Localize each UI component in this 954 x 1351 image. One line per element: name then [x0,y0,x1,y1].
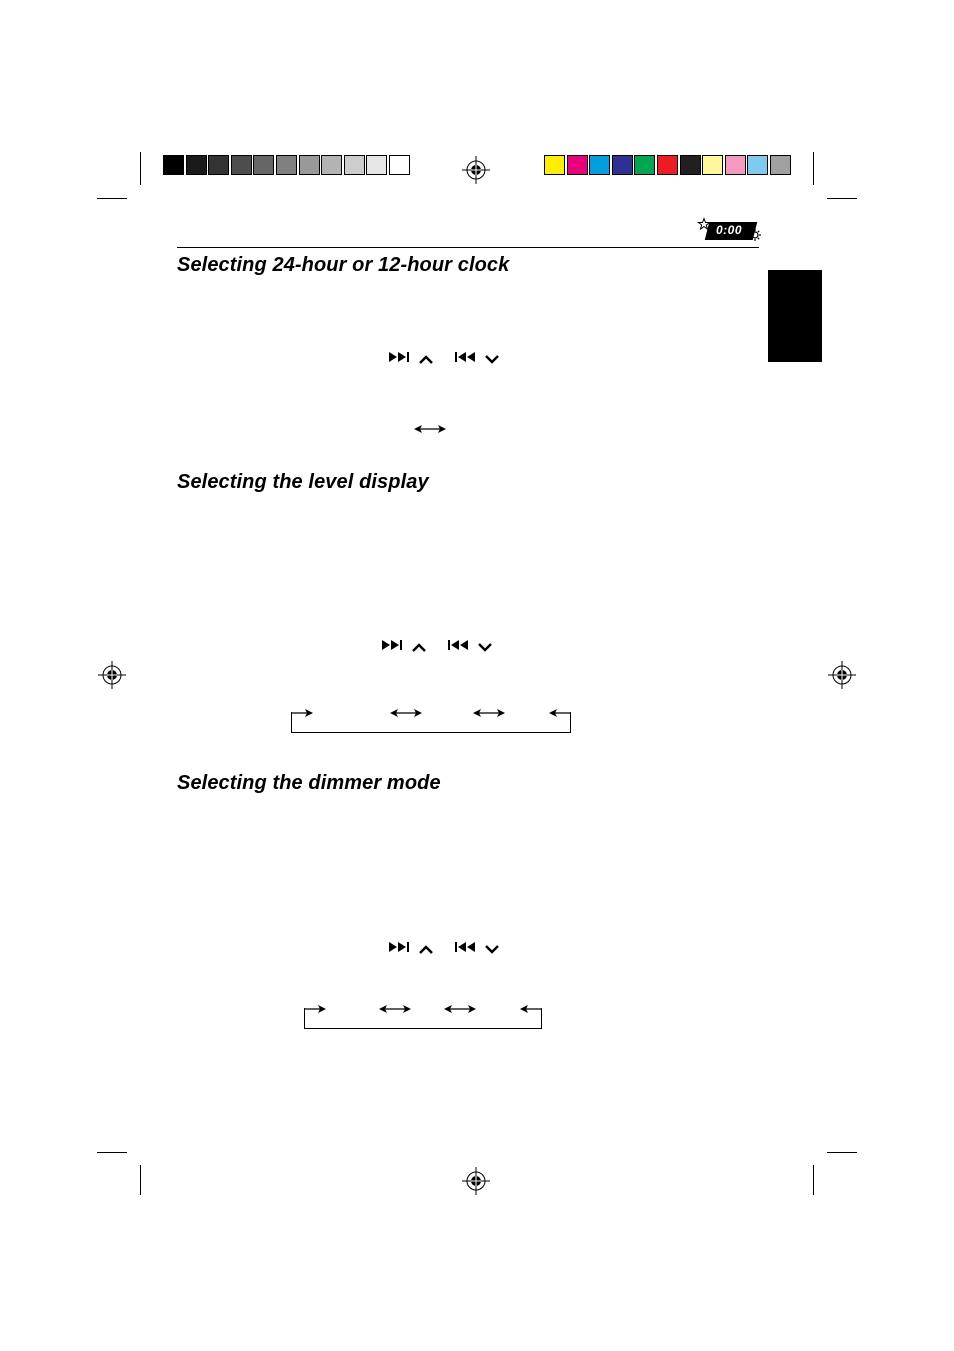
chevron-up-icon [412,643,426,652]
arrow-left-icon [520,1004,542,1014]
registration-mark-icon [462,156,490,184]
double-arrow-icon [473,708,505,718]
section-heading-level: Selecting the level display [177,471,429,493]
chevron-down-icon [478,643,492,652]
registration-mark-icon [828,661,856,689]
color-swatch [389,155,410,175]
color-swatch [344,155,365,175]
next-track-icon [389,942,413,952]
color-swatch [186,155,207,175]
cycle-return-line [304,1008,542,1029]
crop-mark [97,198,127,199]
section-heading-clock: Selecting 24-hour or 12-hour clock [177,254,510,276]
chevron-down-icon [485,355,499,364]
crop-mark [813,152,814,185]
crop-mark [827,1152,857,1153]
color-swatch [589,155,610,175]
chevron-up-icon [419,945,433,954]
gear-icon [749,229,761,241]
color-swatch [253,155,274,175]
color-swatch [231,155,252,175]
button-row-clock [389,352,509,366]
registration-mark-icon [462,1167,490,1195]
button-row-dimmer [389,942,509,956]
color-swatch [680,155,701,175]
prev-track-icon [455,942,479,952]
color-swatch [208,155,229,175]
color-swatch [276,155,297,175]
button-row-level [382,640,502,654]
crop-mark [140,152,141,185]
double-arrow-icon [444,1004,476,1014]
color-swatch [770,155,791,175]
double-arrow-icon [414,424,446,434]
color-swatch [299,155,320,175]
prev-track-icon [455,352,479,362]
crop-mark [813,1165,814,1195]
color-swatch [366,155,387,175]
cycle-diagram-level [290,706,572,734]
color-swatch [544,155,565,175]
color-swatch [321,155,342,175]
double-arrow-icon [390,708,422,718]
color-swatch [612,155,633,175]
double-arrow-icon [379,1004,411,1014]
color-swatch [725,155,746,175]
language-tab [768,270,822,362]
color-swatch [567,155,588,175]
clock-badge [698,218,762,242]
crop-mark [140,1165,141,1195]
color-swatch [747,155,768,175]
chevron-up-icon [419,355,433,364]
color-swatch [702,155,723,175]
next-track-icon [382,640,406,650]
prev-track-icon [448,640,472,650]
clock-display-text: 0:00 [716,223,743,237]
section-heading-dimmer: Selecting the dimmer mode [177,772,441,794]
arrow-right-icon [291,708,313,718]
crop-mark [827,198,857,199]
cycle-diagram-dimmer [303,1002,543,1030]
cycle-return-line [291,712,571,733]
arrow-left-icon [549,708,571,718]
crop-mark [97,1152,127,1153]
color-swatch [657,155,678,175]
next-track-icon [389,352,413,362]
chevron-down-icon [485,945,499,954]
color-swatch [163,155,184,175]
registration-mark-icon [98,661,126,689]
color-swatch [634,155,655,175]
arrow-right-icon [304,1004,326,1014]
header-rule [177,247,759,248]
